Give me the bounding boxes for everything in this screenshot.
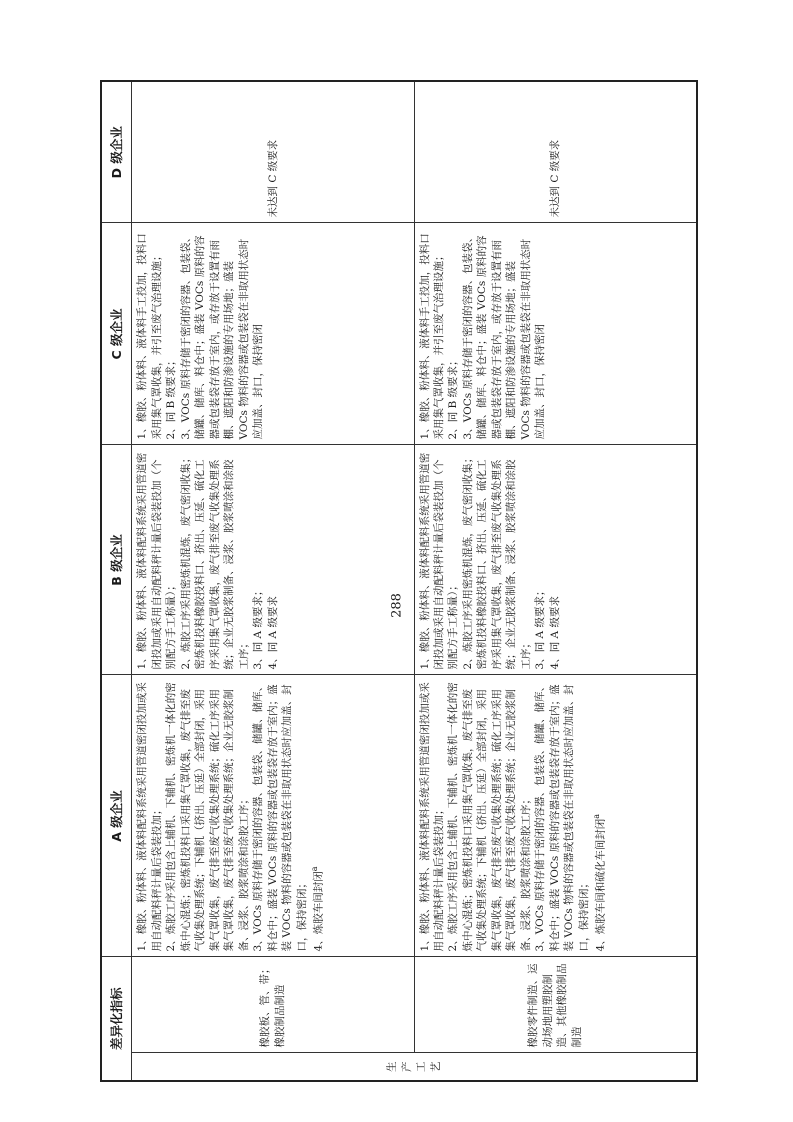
header-b-grade: B 级企业 [101,445,132,675]
category-cell: 生产工艺 [132,1053,697,1081]
c-grade-cell [132,223,414,445]
requirement-line: 3、VOCs 原料存储于密闭的容器、包装袋、储罐、储库、料仓中；盛装 VOCs 原料的容器或包装袋存放于室内；盛装 VOCs 物料的容器或包装袋在非取用状态时应加盖、封口，保持密闭； [534,681,590,952]
a-grade-cell [132,675,414,957]
requirement-line: 4、同 A 级要求 [266,596,279,670]
a-grade-cell [414,675,697,957]
requirement-line: 3、VOCs 原料存储于密闭的容器、包装袋、储罐、储库、料仓中；盛装 VOCs 原料的容器或包装袋存放于室内，或存放于设置有雨棚、遮阳和防渗设施的专用场地；盛装 VOCs 物料的容器或包装袋在非取用状态时应加盖、封口，保持密闭 [461,232,547,440]
requirement-line: 2、同 B 级要求； [447,355,460,440]
requirement-line: 1、橡胶、粉体料、液体料配料系统采用管道密闭投加或采用自动配料秤计量后袋装投加； [418,682,445,952]
d-grade-cell: 未达到 C 级要求 [132,81,414,223]
header-indicator: 差异化指标 [101,957,132,1081]
b-grade-cell [414,445,697,675]
requirement-line: 3、同 A 级要求； [534,585,547,670]
requirement-line: 3、同 A 级要求； [252,585,265,670]
requirement-line: 1、橡胶、粉体料、液体料手工投加，投料口采用集气罩收集，并引至废气治理设施； [418,233,445,440]
footnote-marker: a [310,866,320,872]
requirement-line: 2、炼胶工序采用包含上辅机、下辅机、密炼机一体化的密炼中心混炼；密炼机投料口采用集气罩收集，废气排至废气收集处理系统；下辅机（挤出、压延）全部封闭，采用集气罩收集，废气排至废气收集处理系统；硫化工序采用集气罩收集，废气排至废气收集处理系统；企业无胶浆制备、浸浆、胶浆喷涂和涂胶工序； [447,682,532,952]
requirement-line: 1、橡胶、粉体料、液体料配料系统采用管道密闭投加或采用自动配料秤计量后袋装投加（个别配方手工称量）； [136,452,178,670]
requirement-text: 4、炼胶车间和硫化车间封闭 [594,818,607,952]
header-row [101,81,132,1081]
requirement-line: 2、炼胶工序采用密炼机混炼，废气密闭收集；密炼机投料橡胶投料口、挤出、压延、硫化工序采用集气罩收集，废气排至废气收集处理系统；企业无胶浆制备、浸浆、胶浆喷涂和涂胶工序； [179,452,250,670]
header-d-grade: D 级企业 [101,81,132,223]
d-grade-cell: 未达到 C 级要求 [414,81,697,223]
b-grade-cell [132,445,414,675]
requirement-line [591,680,608,951]
requirement-line: 4、同 A 级要求 [548,596,561,670]
requirement-line: 3、VOCs 原料存储于密闭的容器、包装袋、储罐、储库、料仓中；盛装 VOCs 原料的容器或包装袋存放于室内；盛装 VOCs 物料的容器或包装袋在非取用状态时应加盖、封口，保持密闭； [252,681,308,952]
header-c-grade: C 级企业 [101,223,132,445]
requirement-line: 2、炼胶工序采用密炼机混炼，废气密闭收集；密炼机投料橡胶投料口、挤出、压延、硫化工序采用集气罩收集，废气排至废气收集处理系统；企业无胶浆制备、浸浆、胶浆喷涂和涂胶工序； [461,452,532,670]
header-a-grade: A 级企业 [101,675,132,957]
requirement-line: 1、橡胶、粉体料、液体料配料系统采用管道密闭投加或采用自动配料秤计量后袋装投加（个别配方手工称量）； [418,452,460,670]
table-row [132,81,414,1081]
subcategory-cell: 橡胶零件制造、运动场地用塑胶制造、其他橡胶制品制造 [414,957,697,1053]
c-grade-cell [414,223,697,445]
requirement-text: 4、炼胶车间封闭 [312,871,325,952]
requirement-line: 2、同 B 级要求； [165,355,178,440]
requirement-line [309,680,326,951]
requirement-line: 2、炼胶工序采用包含上辅机、下辅机、密炼机一体化的密炼中心混炼；密炼机投料口采用集气罩收集，废气排至废气收集处理系统；下辅机（挤出、压延）全部封闭，采用集气罩收集，废气排至废气收集处理系统；硫化工序采用集气罩收集，废气排至废气收集处理系统；企业无胶浆制备、浸浆、胶浆喷涂和涂胶工序； [165,682,250,952]
requirement-line: 1、橡胶、粉体料、液体料手工投加，投料口采用集气罩收集，并引至废气治理设施； [136,233,163,440]
page-number: 288 [389,593,405,618]
footnote-marker: a [592,814,602,819]
requirement-line: 3、VOCs 原料存储于密闭的容器、包装袋、储罐、储库、料仓中；盛装 VOCs 原料的容器或包装袋存放于室内，或存放于设置有雨棚、遮阳和防渗设施的专用场地；盛装 VOCs 物料的容器或包装袋在非取用状态时应加盖、封口，保持密闭 [179,232,265,440]
table-row [414,81,697,1081]
requirement-line: 1、橡胶、粉体料、液体料配料系统采用管道密闭投加或采用自动配料秤计量后袋装投加； [136,682,163,952]
subcategory-cell: 橡胶板、管、带；橡胶制品制造 [132,957,414,1053]
